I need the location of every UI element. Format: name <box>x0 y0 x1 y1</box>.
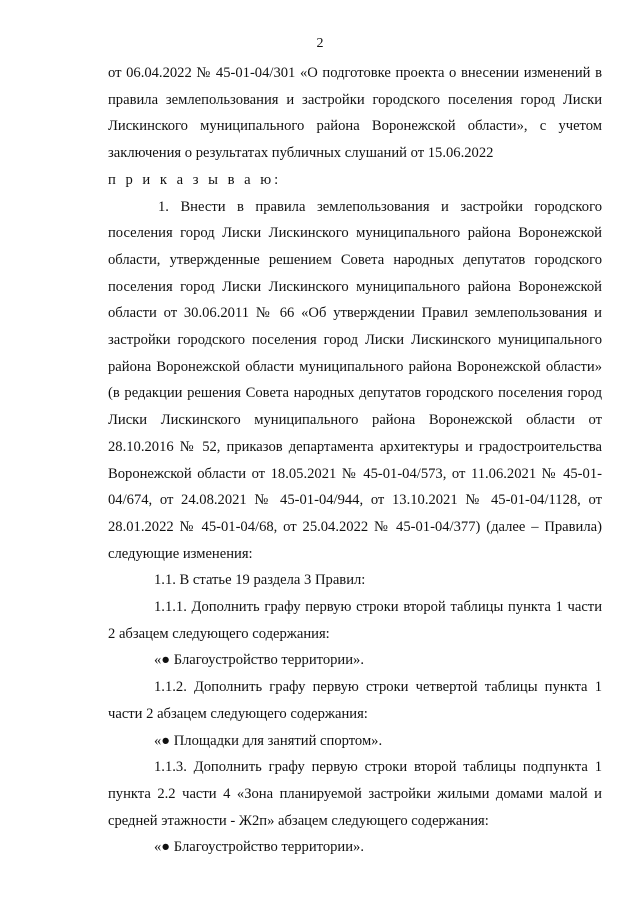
paragraph-quote-1: «● Благоустройство территории». <box>154 652 364 669</box>
page-number: 2 <box>316 36 324 51</box>
paragraph-intro: от 06.04.2022 № 45-01-04/301 «О подготовке проекта о внесении изменений в правила землепользования и застройки городского поселения город Лиски Лискинского муниципального района Воронежской области», с учетом заключения о результатах публичных слушаний от 15.06.2022 <box>108 65 602 162</box>
paragraph-item-1-1-1: 1.1.1. Дополнить графу первую строки второй таблицы пункта 1 части 2 абзацем следующего содержания: <box>108 599 602 642</box>
document-body <box>108 60 602 861</box>
paragraph-quote-3: «● Благоустройство территории». <box>154 839 364 856</box>
paragraph-order-word: п р и к а з ы в а ю: <box>108 171 282 188</box>
paragraph-item-1-1-3: 1.1.3. Дополнить графу первую строки второй таблицы подпункта 1 пункта 2.2 части 4 «Зона планируемой застройки жилыми домами малой и средней этажности - Ж2п» абзацем следующего содержания: <box>108 759 602 829</box>
paragraph-item-1: 1. Внести в правила землепользования и застройки городского поселения город Лиски Лискинского муниципального района Воронежской области, утвержденные решением Совета народных депутатов городского поселения город Лиски Лискинского муниципального района Воронежской области от 30.06.2011 № 66 «Об утверждении Правил землепользования и застройки городского поселения город Лиски Лискинского муниципального района Воронежской области муниципального района Воронежской области» (в редакции решения Совета народных депутатов городского поселения город Лиски Лискинского муниципального района Воронежской области от 28.10.2016 № 52, приказов департамента архитектуры и градостроительства Воронежской области от 18.05.2021 № 45-01-04/573, от 11.06.2021 № 45-01-04/674, от 24.08.2021 № 45-01-04/944, от 13.10.2021 № 45-01-04/1128, от 28.01.2022 № 45-01-04/68, от 25.04.2022 № 45-01-04/377) (далее – Правила) следующие изменения: <box>108 198 602 562</box>
paragraph-item-1-1: 1.1. В статье 19 раздела 3 Правил: <box>154 572 366 589</box>
paragraph-item-1-1-2: 1.1.2. Дополнить графу первую строки четвертой таблицы пункта 1 части 2 абзацем следующего содержания: <box>108 679 602 722</box>
paragraph-quote-2: «● Площадки для занятий спортом». <box>154 732 383 749</box>
